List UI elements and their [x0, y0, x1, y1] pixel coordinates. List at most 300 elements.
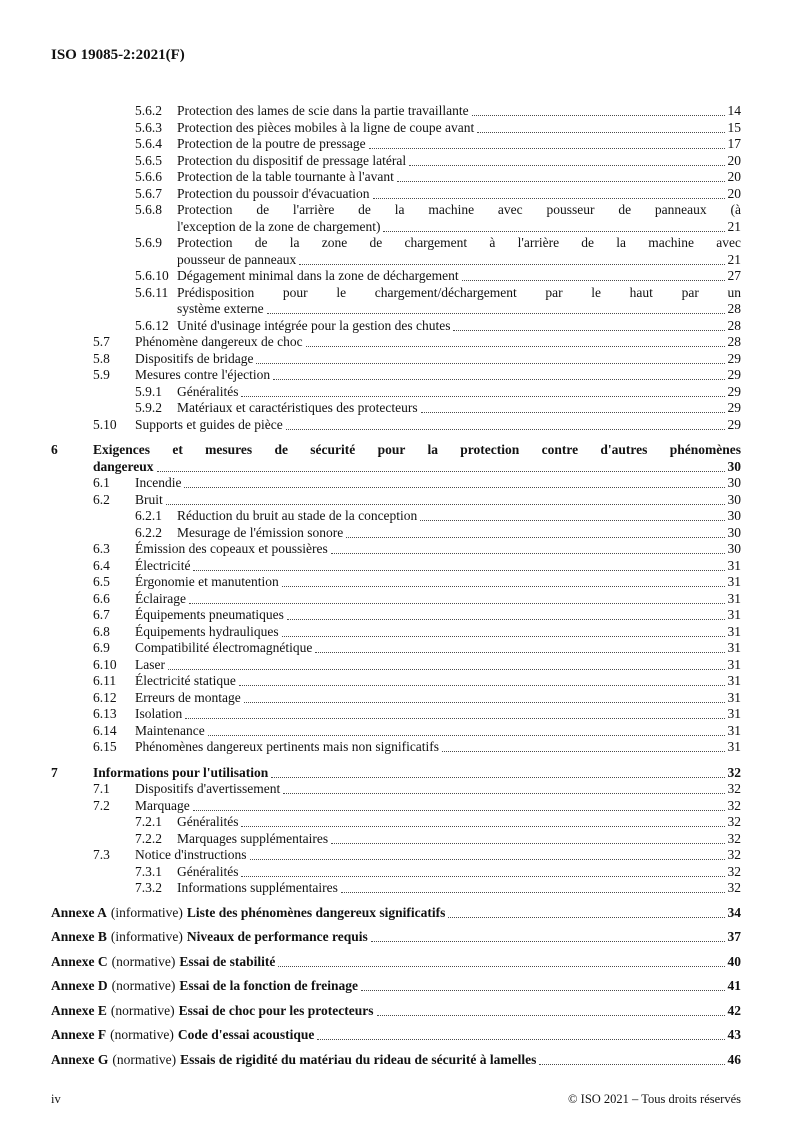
dot-leader — [280, 781, 727, 798]
annex-label: Annexe B — [51, 929, 107, 944]
toc-entry[interactable] — [51, 541, 741, 558]
toc-entry-number: 6.5 — [93, 574, 110, 589]
toc-entry-title: Équipements pneumatiques — [135, 607, 284, 622]
dot-leader — [190, 558, 727, 575]
toc-entry-number: 5.6.8 — [135, 202, 162, 217]
toc-entry-title-line2: pousseur de panneaux — [177, 251, 297, 267]
toc-entry[interactable] — [51, 607, 741, 624]
toc-entry[interactable] — [51, 169, 741, 186]
dot-leader — [394, 169, 728, 186]
toc-entry-page: 31 — [727, 739, 741, 754]
toc-line — [135, 351, 741, 368]
toc-entry-number: 6.8 — [93, 623, 110, 639]
toc-entry-number: 6.13 — [93, 706, 117, 721]
toc-entry[interactable] — [51, 103, 741, 120]
dot-leader — [238, 814, 727, 831]
toc-entry[interactable] — [51, 285, 741, 318]
toc-entry-body — [135, 367, 741, 384]
toc-entry[interactable] — [51, 574, 741, 591]
toc-entry-page: 32 — [727, 863, 741, 879]
toc-entry[interactable] — [51, 706, 741, 723]
dot-leader — [186, 591, 728, 608]
toc-entry-title: Protection de la table tournante à l'avant — [177, 169, 394, 184]
toc-entry-title: Protection de la poutre de pressage — [177, 136, 366, 151]
toc-line — [177, 120, 741, 137]
toc-entry-page: 17 — [727, 136, 741, 151]
toc-entry-title: Mesures contre l'éjection — [135, 367, 271, 382]
toc-entry-number: 6.7 — [93, 607, 110, 622]
toc-entry-body — [135, 351, 741, 368]
annex-title: Code d'essai acoustique — [177, 1027, 315, 1042]
toc-entry-title: Dispositifs de bridage — [135, 350, 254, 366]
toc-line — [177, 831, 741, 848]
toc-line — [135, 417, 741, 434]
toc-entry-body — [135, 607, 741, 624]
toc-entry[interactable] — [51, 367, 741, 384]
toc-entry-number: 6.11 — [93, 673, 117, 688]
toc-entry-page: 20 — [727, 152, 741, 168]
toc-entry-number: 6.6 — [93, 590, 110, 606]
toc-line — [135, 574, 741, 591]
toc-entry[interactable] — [51, 508, 741, 525]
toc-entry-list — [51, 103, 741, 897]
dot-leader — [406, 153, 727, 170]
toc-line — [135, 781, 741, 798]
toc-entry-page: 29 — [727, 416, 741, 432]
toc-line — [177, 103, 741, 120]
toc-entry-title: Laser — [135, 656, 165, 672]
toc-entry-body — [177, 153, 741, 170]
toc-entry[interactable] — [51, 690, 741, 707]
annex-title: Essai de choc pour les protecteurs — [178, 1002, 374, 1018]
toc-entry-number: 6.10 — [93, 656, 117, 672]
annex-label: Annexe F — [51, 1027, 107, 1042]
toc-entry-title-line1: Prédisposition pour le chargement/déchargement par le haut par un — [177, 284, 741, 300]
annex-title: Essai de la fonction de freinage — [179, 978, 358, 993]
toc-entry-title: Réduction du bruit au stade de la conception — [177, 508, 418, 523]
toc-entry[interactable] — [51, 798, 741, 815]
toc-entry[interactable] — [51, 235, 741, 268]
dot-leader — [268, 765, 727, 782]
dot-leader — [165, 657, 728, 674]
annex-entry[interactable] — [51, 1027, 741, 1044]
toc-entry[interactable] — [51, 864, 741, 881]
toc-entry-title: Bruit — [135, 491, 163, 507]
toc-line — [135, 558, 741, 575]
toc-line — [177, 400, 741, 417]
toc-line — [135, 673, 741, 690]
toc-entry-page: 29 — [727, 400, 741, 415]
toc-entry-page: 31 — [727, 640, 741, 655]
toc-entry-body — [177, 880, 741, 897]
annex-entry[interactable] — [51, 954, 741, 971]
dot-leader — [241, 690, 728, 707]
toc-entry-body — [177, 384, 741, 401]
toc-entry-page: 31 — [727, 623, 741, 639]
dot-leader — [536, 1052, 727, 1069]
toc-entry-body — [135, 723, 741, 740]
dot-leader — [366, 136, 728, 153]
toc-entry-number: 6.14 — [93, 722, 117, 738]
toc-entry-title: Généralités — [177, 863, 239, 879]
toc-entry[interactable] — [51, 739, 741, 756]
toc-entry-page: 32 — [727, 830, 741, 846]
annex-page: 34 — [727, 904, 741, 920]
toc-entry-body — [135, 690, 741, 707]
toc-entry[interactable] — [51, 657, 741, 674]
toc-line — [135, 541, 741, 558]
doc-reference: ISO 19085-2:2021(F) — [51, 47, 185, 63]
toc-entry[interactable] — [51, 591, 741, 608]
toc-entry-page: 30 — [727, 541, 741, 556]
toc-entry[interactable] — [51, 640, 741, 657]
toc-entry-title: Marquages supplémentaires — [177, 830, 329, 846]
toc-entry-page: 21 — [727, 251, 741, 267]
annex-label: Annexe E — [51, 1002, 107, 1018]
toc-line — [177, 186, 741, 203]
dot-leader — [181, 475, 727, 492]
toc-entry-title: Généralités — [177, 383, 239, 399]
dot-leader — [283, 417, 728, 434]
dot-leader — [358, 978, 728, 995]
toc-entry-number: 7.2.2 — [135, 830, 162, 846]
toc-entry[interactable] — [51, 723, 741, 740]
toc-entry[interactable] — [51, 847, 741, 864]
annex-kind: (normative) — [110, 1027, 174, 1042]
toc-entry-page: 31 — [727, 689, 741, 705]
toc-line — [135, 367, 741, 384]
toc-line — [135, 690, 741, 707]
toc-line — [135, 334, 741, 351]
annex-kind: (informative) — [110, 929, 183, 944]
toc-entry-number: 6.15 — [93, 739, 117, 754]
toc-entry[interactable] — [51, 624, 741, 641]
toc-entry-number: 6.1 — [93, 475, 110, 490]
toc-entry-number: 5.10 — [93, 416, 117, 432]
toc-entry-body — [135, 475, 741, 492]
toc-entry-number: 5.8 — [93, 350, 110, 366]
annex-title: Liste des phénomènes dangereux significatifs — [186, 904, 446, 920]
dot-leader — [303, 334, 728, 351]
toc-line — [177, 169, 741, 186]
dot-leader — [279, 574, 728, 591]
toc-entry-number: 5.6.6 — [135, 169, 162, 184]
dot-leader — [417, 508, 727, 525]
toc-line — [177, 318, 741, 335]
toc-entry-number: 6.2.1 — [135, 508, 162, 523]
toc-entry-title: Informations pour l'utilisation — [93, 764, 269, 780]
toc-entry-page: 30 — [727, 508, 741, 523]
toc-entry-body — [177, 285, 741, 318]
dot-leader — [264, 301, 728, 318]
dot-leader — [328, 831, 727, 848]
dot-leader — [380, 219, 727, 236]
toc-entry[interactable] — [51, 186, 741, 203]
toc-entry-title: Marquage — [135, 797, 190, 813]
toc-entry-body — [135, 574, 741, 591]
toc-entry-body — [135, 417, 741, 434]
annex-page: 46 — [727, 1051, 741, 1067]
toc-entry-title: Protection du dispositif de pressage latéral — [177, 152, 407, 168]
toc-entry-title: Protection des lames de scie dans la partie travaillante — [177, 103, 469, 118]
toc-line — [135, 591, 741, 608]
toc-entry-page: 31 — [727, 607, 741, 622]
annex-title: Essai de stabilité — [179, 953, 276, 969]
toc-entry[interactable] — [51, 268, 741, 285]
toc-entry[interactable] — [51, 384, 741, 401]
toc-entry-number: 5.6.5 — [135, 152, 162, 168]
toc-entry-page: 21 — [727, 218, 741, 234]
toc-entry[interactable] — [51, 136, 741, 153]
toc-line — [177, 880, 741, 897]
annex-entry[interactable] — [51, 905, 741, 922]
toc-entry-page: 30 — [727, 475, 741, 490]
toc-entry-page: 32 — [727, 880, 741, 895]
toc-entry-body — [93, 442, 741, 475]
toc-entry-page: 32 — [727, 814, 741, 829]
toc-entry-body — [135, 798, 741, 815]
toc-line — [135, 723, 741, 740]
toc-entry-body — [135, 847, 741, 864]
dot-leader — [314, 1027, 727, 1044]
toc-entry-title: Dispositifs d'avertissement — [135, 781, 281, 796]
toc-entry-body — [135, 541, 741, 558]
toc-entry-number: 5.6.3 — [135, 119, 162, 135]
annex-title: Essais de rigidité du matériau du rideau de sécurité à lamelles — [180, 1051, 537, 1067]
toc-entry-number: 6.9 — [93, 640, 110, 655]
toc-entry-title-line2: système externe — [177, 301, 264, 316]
toc-line — [135, 847, 741, 864]
toc-line — [135, 657, 741, 674]
toc-entry-title: Généralités — [177, 814, 239, 829]
toc-entry-page: 31 — [727, 722, 741, 738]
dot-leader — [247, 847, 728, 864]
toc-entry-title-line1: Protection de l'arrière de la machine avec pousseur de panneaux (à — [177, 202, 741, 217]
toc-line — [177, 301, 741, 318]
toc-entry-body — [177, 202, 741, 235]
toc-entry[interactable] — [51, 351, 741, 368]
toc-entry-number: 5.9.1 — [135, 383, 162, 399]
toc-entry-body — [177, 268, 741, 285]
toc-entry-title: Équipements hydrauliques — [135, 623, 279, 639]
toc-line — [135, 706, 741, 723]
toc-entry-body — [135, 591, 741, 608]
toc-entry-page: 32 — [727, 764, 741, 780]
dot-leader — [418, 400, 728, 417]
toc-entry-page: 29 — [727, 367, 741, 382]
toc-entry-title: Erreurs de montage — [135, 689, 241, 705]
toc-entry-body — [177, 814, 741, 831]
toc-entry-title-line2: l'exception de la zone de chargement) — [177, 218, 381, 234]
toc-entry-title: Mesurage de l'émission sonore — [177, 524, 344, 540]
toc-entry-title: Émission des copeaux et poussières — [135, 541, 328, 556]
dot-leader — [163, 492, 728, 509]
dot-leader — [284, 607, 728, 624]
annex-kind: (informative) — [110, 904, 183, 920]
dot-leader — [270, 367, 727, 384]
annex-page: 41 — [727, 978, 741, 993]
toc-entry-title: Supports et guides de pièce — [135, 416, 283, 432]
annex-list — [51, 905, 741, 1069]
toc-entry-body — [177, 136, 741, 153]
toc-entry-page: 31 — [727, 673, 741, 688]
toc-entry-title: Électricité statique — [135, 673, 236, 688]
toc-entry[interactable] — [51, 153, 741, 170]
annex-entry[interactable] — [51, 978, 741, 995]
toc-entry-page: 15 — [727, 119, 741, 135]
toc-entry-number: 6.2.2 — [135, 524, 162, 540]
toc-entry-number: 5.6.9 — [135, 235, 162, 250]
toc-entry-body — [177, 508, 741, 525]
toc-entry[interactable] — [51, 781, 741, 798]
toc-entry[interactable] — [51, 202, 741, 235]
toc-entry-number: 7.2 — [93, 797, 110, 813]
toc-line — [177, 153, 741, 170]
toc-entry-body — [177, 525, 741, 542]
toc-entry-title: Incendie — [135, 475, 182, 490]
toc-entry[interactable] — [51, 475, 741, 492]
toc-entry-title: Électricité — [135, 557, 191, 573]
toc-entry-body — [177, 318, 741, 335]
toc-entry-number: 5.6.2 — [135, 103, 162, 118]
toc-entry-title: Protection du poussoir d'évacuation — [177, 185, 370, 201]
dot-leader — [236, 673, 728, 690]
dot-leader — [296, 252, 727, 269]
toc-entry-number: 5.6.11 — [135, 284, 169, 300]
dot-leader — [279, 624, 728, 641]
toc-entry-number: 6.12 — [93, 689, 117, 705]
annex-label: Annexe A — [51, 904, 107, 920]
toc-entry-page: 20 — [727, 169, 741, 184]
toc-entry-body — [177, 103, 741, 120]
toc-entry-number: 5.9 — [93, 367, 110, 382]
toc-entry[interactable] — [51, 880, 741, 897]
toc-entry-title: Informations supplémentaires — [177, 880, 338, 895]
toc-entry-number: 6.2 — [93, 491, 110, 507]
toc-entry[interactable] — [51, 673, 741, 690]
toc-line — [135, 475, 741, 492]
dot-leader — [182, 706, 727, 723]
annex-entry[interactable] — [51, 1003, 741, 1020]
toc-entry-page: 30 — [727, 524, 741, 540]
toc-entry[interactable] — [51, 442, 741, 475]
toc-line — [135, 739, 741, 756]
toc-entry-title: Isolation — [135, 706, 183, 721]
toc-entry-number: 7.3.1 — [135, 863, 162, 879]
toc-entry-page: 20 — [727, 185, 741, 201]
toc-entry-title: Dégagement minimal dans la zone de déchargement — [177, 268, 459, 283]
dot-leader — [253, 351, 727, 368]
toc-entry-page: 29 — [727, 350, 741, 366]
toc-entry-page: 31 — [727, 656, 741, 672]
annex-page: 42 — [727, 1002, 741, 1018]
toc-entry-title: Compatibilité électromagnétique — [135, 640, 313, 655]
toc-entry[interactable] — [51, 814, 741, 831]
dot-leader — [328, 541, 728, 558]
toc-entry[interactable] — [51, 417, 741, 434]
toc-line — [177, 814, 741, 831]
toc-line — [177, 525, 741, 542]
annex-title: Niveaux de performance requis — [186, 929, 368, 944]
toc-entry-number: 5.6.4 — [135, 136, 162, 151]
toc-entry-title: Unité d'usinage intégrée pour la gestion des chutes — [177, 317, 451, 333]
toc-entry-page: 29 — [727, 383, 741, 399]
toc-entry[interactable] — [51, 318, 741, 335]
annex-label: Annexe D — [51, 978, 108, 993]
toc-entry-page: 28 — [727, 334, 741, 349]
toc-entry-number: 7.1 — [93, 781, 110, 796]
toc-entry-body — [135, 640, 741, 657]
toc-entry-title: Notice d'instructions — [135, 847, 247, 862]
toc-entry-body — [135, 657, 741, 674]
toc-entry[interactable] — [51, 400, 741, 417]
toc-entry-body — [177, 120, 741, 137]
toc-entry[interactable] — [51, 525, 741, 542]
toc-line — [177, 268, 741, 285]
toc-entry-page: 31 — [727, 706, 741, 721]
toc-entry-body — [177, 235, 741, 268]
toc-entry[interactable] — [51, 558, 741, 575]
annex-kind: (normative) — [112, 1051, 177, 1067]
annex-kind: (normative) — [111, 953, 176, 969]
dot-leader — [439, 739, 727, 756]
dot-leader — [190, 798, 728, 815]
toc-entry-number: 6.4 — [93, 557, 110, 573]
annex-entry[interactable] — [51, 929, 741, 946]
document-footer — [51, 1092, 741, 1107]
toc-entry[interactable] — [51, 765, 741, 782]
toc-line — [177, 252, 741, 269]
annex-label: Annexe G — [51, 1051, 109, 1067]
toc-entry-body — [135, 781, 741, 798]
toc-entry-page: 30 — [727, 491, 741, 507]
toc-entry-page: 28 — [727, 317, 741, 333]
toc-entry-body — [135, 492, 741, 509]
toc-line — [135, 607, 741, 624]
toc-entry-number: 7.2.1 — [135, 814, 162, 829]
toc-line — [177, 219, 741, 236]
toc-entry-number: 5.6.12 — [135, 317, 169, 333]
annex-entry[interactable] — [51, 1052, 741, 1069]
toc-entry-title: Éclairage — [135, 590, 186, 606]
toc-entry-number: 5.9.2 — [135, 400, 162, 415]
toc-entry-body — [135, 706, 741, 723]
annex-kind: (normative) — [110, 1002, 175, 1018]
dot-leader — [374, 1003, 728, 1020]
toc-entry[interactable] — [51, 334, 741, 351]
toc-entry-page: 32 — [727, 781, 741, 796]
toc-entry-body — [135, 739, 741, 756]
dot-leader — [275, 954, 727, 971]
toc-line — [177, 136, 741, 153]
toc-entry-title: Maintenance — [135, 722, 205, 738]
dot-leader — [474, 120, 727, 137]
dot-leader — [450, 318, 727, 335]
toc-entry-number: 5.6.10 — [135, 268, 169, 283]
toc-entry-page: 31 — [727, 590, 741, 606]
toc-entry-title: Érgonomie et manutention — [135, 574, 279, 589]
toc-entry[interactable] — [51, 831, 741, 848]
dot-leader — [238, 864, 727, 881]
dot-leader — [238, 384, 727, 401]
table-of-contents — [51, 103, 741, 1068]
toc-entry-body — [135, 624, 741, 641]
toc-entry[interactable] — [51, 120, 741, 137]
toc-entry-number: 5.7 — [93, 334, 110, 349]
dot-leader — [459, 268, 728, 285]
toc-entry[interactable] — [51, 492, 741, 509]
annex-kind: (normative) — [111, 978, 176, 993]
